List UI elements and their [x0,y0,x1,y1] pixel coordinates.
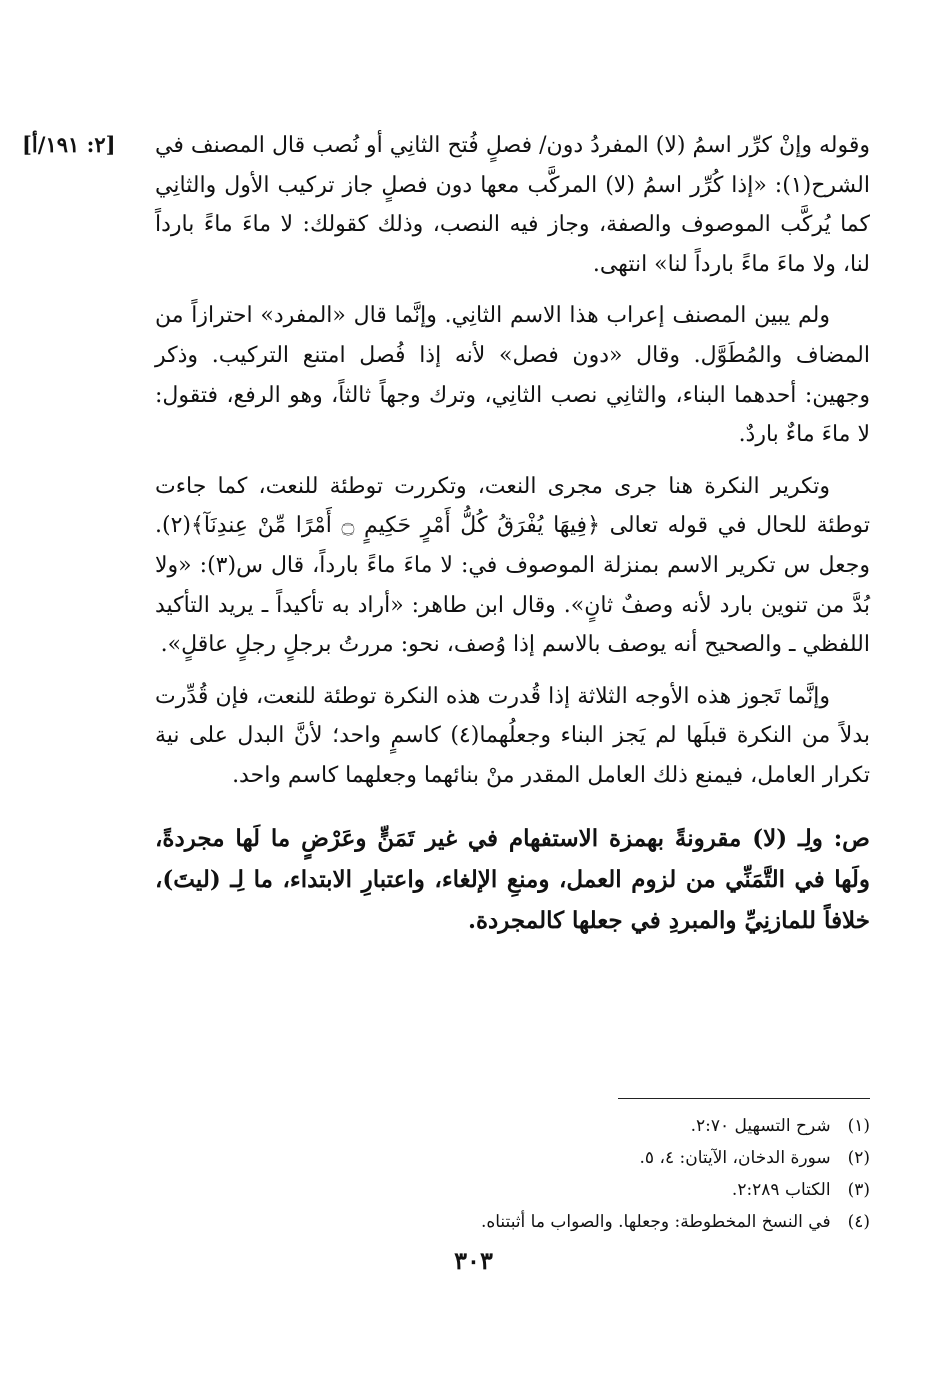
footnote-text: في النسخ المخطوطة: وجعلها. والصواب ما أثبتناه. [480,1212,831,1232]
paragraph: وقوله وإنْ كرِّر اسمُ (لا) المفردُ دون/ فصلٍ فُتح الثانِي أو نُصب قال المصنف في الشرح(١): «إذا كُرِّر اسمُ (لا) المركَّب معها دون فصلٍ جاز تركيب الأول والثانِي كما يُركَّب الموصوف والصفة، وجاز فيه النصب، وذلك كقولك: لا ماءَ ماءً بارداً لنا، ولا ماءَ ماءً بارداً لنا» انتهى. [155,133,870,277]
footnote-number: (٢) [847,1148,870,1168]
footnote [400,1142,870,1174]
footnote [400,1174,870,1206]
matn-text: ص: ولِـ (لا) مقرونةً بهمزة الاستفهام في غير تَمَنٍّ وعَرْضٍ ما لَها مجردةً، ولَها في التَّمَنِّي من لزوم العمل، ومنعِ الإلغاء، واعتبارِ الابتداء، ما لِـ (ليتَ)، خلافاً للمازنِيِّ والمبردِ في جعلها كالمجردة. [155,824,870,934]
footnote-number: (٣) [847,1180,870,1200]
paragraph: وتكرير النكرة هنا جرى مجرى النعت، وتكررت توطئة للنعت، كما جاءت توطئة للحال في قوله تعالى ﴿فِيهَا يُفْرَقُ كُلُّ أَمْرٍ حَكِيمٍ ۝ أَمْرًا مِّنْ عِندِنَآ﴾(٢). وجعل س تكرير الاسم بمنزلة الموصوف في: لا ماءَ ماءً بارداً، قال س(٣): «ولا بُدَّ من تنوين بارد لأنه وصفٌ ثانٍ». وقال ابن طاهر: «أراد به تأكيداً ـ يريد التأكيد اللفظي ـ والصحيح أنه يوصف بالاسم إذا وُصف، نحو: مررتُ برجلٍ رجلٍ عاقلٍ». [155,473,870,658]
footnote-text: شرح التسهيل ٢:٧٠. [690,1116,831,1136]
footnote-number: (٤) [847,1212,870,1232]
paragraph: وإنَّما تَجوز هذه الأوجه الثلاثة إذا قُدرت هذه النكرة توطئة للنعت، فإن قُدِّرت بدلاً من النكرة قبلَها لم يَجز البناء وجعلُهما(٤) كاسمٍ واحد؛ لأنَّ البدل على نية تكرار العامل، فيمنع ذلك العامل المقدر منْ بنائهما وجعلهما كاسم واحد. [155,683,871,788]
footnote-text: سورة الدخان، الآيتان: ٤، ٥. [639,1148,831,1168]
footnote-divider [618,1098,870,1099]
footnotes [400,1110,870,1238]
footnote-text: الكتاب ٢:٢٨٩. [731,1180,831,1200]
footnote [400,1206,870,1238]
paragraph: ولم يبين المصنف إعراب هذا الاسم الثانِي. وإنَّما قال «المفرد» احترازاً من المضاف والمُطَوَّل. وقال «دون فصل» لأنه إذا فُصل امتنع التركيب. وذكر وجهين: أحدهما البناء، والثانِي نصب الثانِي، وترك وجهاً ثالثاً، وهو الرفع، فتقول: لا ماءَ ماءٌ باردٌ. [155,303,870,448]
footnote-number: (١) [847,1116,870,1136]
main-text [155,126,870,953]
footnote [400,1110,870,1142]
page-number: ٣٠٣ [454,1246,493,1275]
manuscript-folio-note: [٢: ١٩١/أ] [22,132,116,157]
